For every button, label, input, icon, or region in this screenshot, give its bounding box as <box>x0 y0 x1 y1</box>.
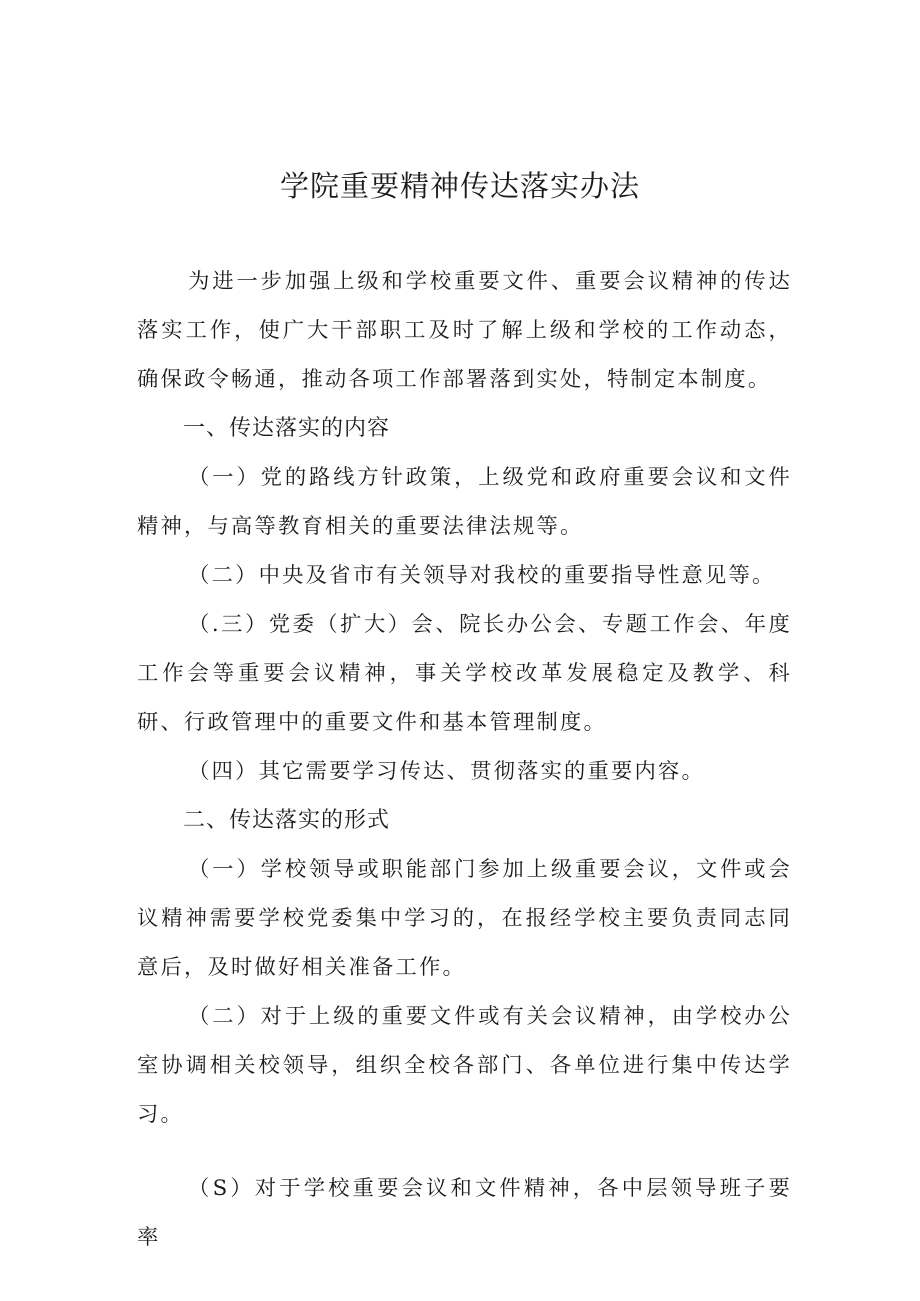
document-title: 学院重要精神传达落实办法 <box>279 169 640 203</box>
section-heading: 二、传达落实的形式 <box>183 808 391 833</box>
section-item: （一）学校领导或职能部门参加上级重要会议，文件或会议精神需要学校党委集中学习的，在报经学校主要负责同志同意后，及时做好相关准备工作。 <box>137 857 792 980</box>
section-heading: 一、传达落实的内容 <box>183 416 391 441</box>
section-item: （二）中央及省市有关领导对我校的重要指导性意见等。 <box>188 563 776 588</box>
section-content <box>137 404 792 796</box>
document-body <box>137 257 792 1262</box>
section-item: （二）对于上级的重要文件或有关会议精神，由学校办公室协调相关校领导，组织全校各部门、各单位进行集中传达学习。 <box>137 1004 792 1127</box>
section-item: （四）其它需要学习传达、贯彻落实的重要内容。 <box>188 759 706 784</box>
section-item: （一）党的路线方针政策，上级党和政府重要会议和文件精神，与高等教育相关的重要法律法规等。 <box>137 465 792 539</box>
section-item: （S）对于学校重要会议和文件精神，各中层领导班子要率 <box>137 1176 792 1250</box>
section-item: （.三）党委（扩大）会、院长办公会、专题工作会、年度工作会等重要会议精神，事关学校改革发展稳定及教学、科研、行政管理中的重要文件和基本管理制度。 <box>137 612 792 735</box>
section-forms <box>137 796 792 1262</box>
intro-paragraph: 为进一步加强上级和学校重要文件、重要会议精神的传达落实工作，使广大干部职工及时了解上级和学校的工作动态，确保政令畅通，推动各项工作部署落到实处，特制定本制度。 <box>137 269 792 392</box>
